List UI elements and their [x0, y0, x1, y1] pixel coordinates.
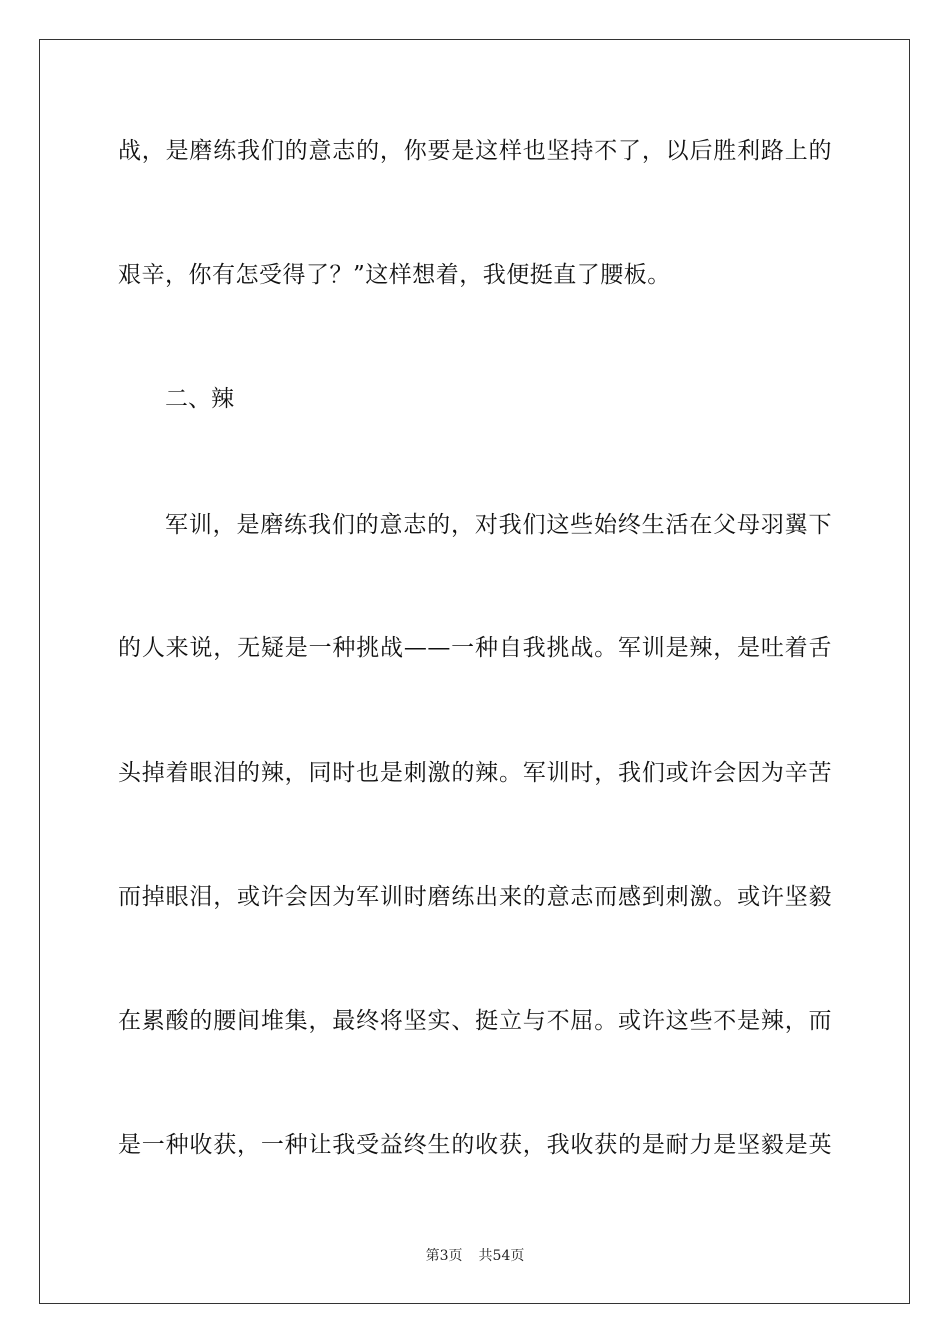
paragraph-line-6: 是一种收获，一种让我受益终生的收获，我收获的是耐力是坚毅是英	[118, 1132, 832, 1158]
section-heading: 二、辣	[165, 386, 234, 412]
page-footer	[0, 1247, 950, 1265]
paragraph-line-1: 军训，是磨练我们的意志的，对我们这些始终生活在父母羽翼下	[165, 512, 832, 538]
body-text-line-2: 艰辛，你有怎受得了？”这样想着，我便挺直了腰板。	[118, 262, 671, 288]
body-text-line-1: 战，是磨练我们的意志的，你要是这样也坚持不了，以后胜利路上的	[118, 138, 832, 164]
paragraph-line-3: 头掉着眼泪的辣，同时也是刺激的辣。军训时，我们或许会因为辛苦	[118, 760, 832, 786]
page-border	[39, 39, 910, 1304]
page-number: 第3页	[425, 1248, 463, 1264]
paragraph-line-5: 在累酸的腰间堆集，最终将坚实、挺立与不屈。或许这些不是辣，而	[118, 1008, 832, 1034]
page-total: 共54页	[478, 1248, 525, 1264]
paragraph-line-2: 的人来说，无疑是一种挑战——一种自我挑战。军训是辣，是吐着舌	[118, 635, 832, 661]
paragraph-line-4: 而掉眼泪，或许会因为军训时磨练出来的意志而感到刺激。或许坚毅	[118, 884, 832, 910]
